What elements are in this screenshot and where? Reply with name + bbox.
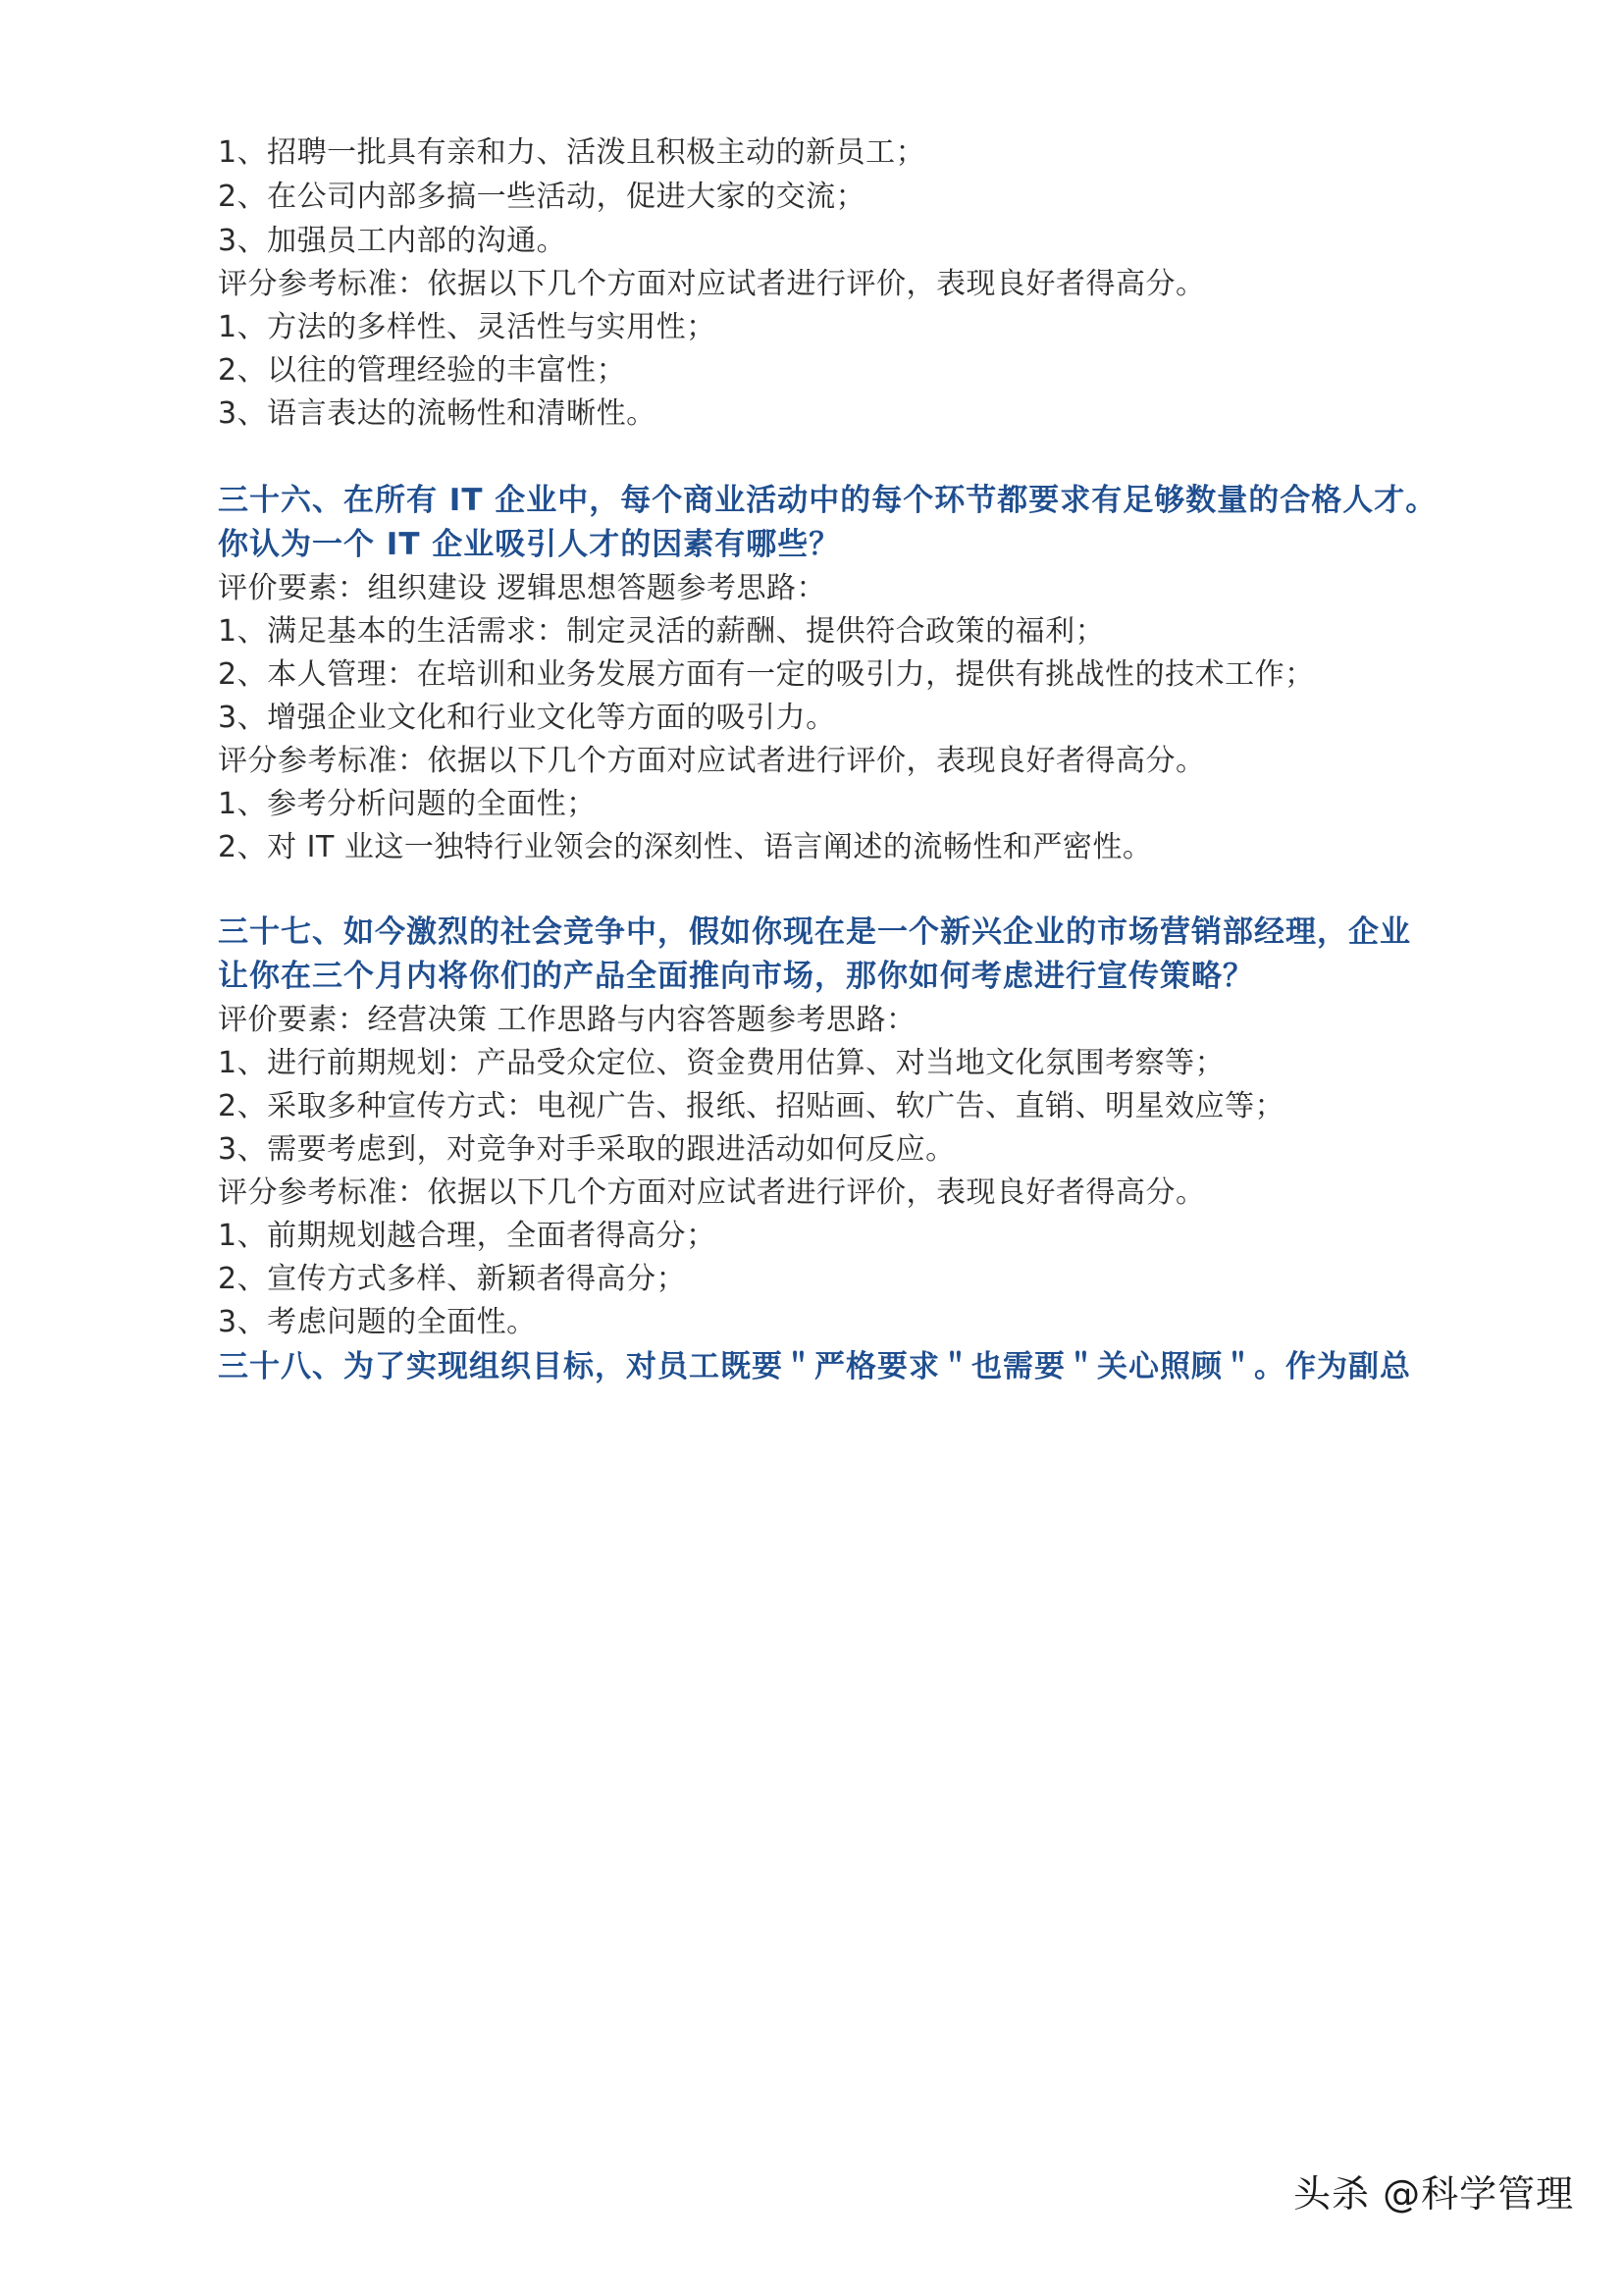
- question-37-criteria-item-2: 2、宣传方式多样、新颖者得高分；: [218, 1262, 687, 1296]
- question-36-answer-item-2: 2、本人管理：在培训和业务发展方面有一定的吸引力，提供有挑战性的技术工作；: [218, 657, 1315, 692]
- question-37-answer-item-1: 1、进行前期规划：产品受众定位、资金费用估算、对当地文化氛围考察等；: [218, 1046, 1226, 1080]
- question-36-heading-line-2: 你认为一个 IT 企业吸引人才的因素有哪些？: [218, 527, 841, 562]
- question-37-answer-item-2: 2、采取多种宣传方式：电视广告、报纸、招贴画、软广告、直销、明星效应等；: [218, 1089, 1285, 1123]
- answer-item-2: 2、在公司内部多搞一些活动，促进大家的交流；: [218, 180, 866, 214]
- question-37-elements: 评价要素：经营决策 工作思路与内容答题参考思路：: [218, 1003, 917, 1037]
- question-36-criteria-item-2: 2、对 IT 业这一独特行业领会的深刻性、语言阐述的流畅性和严密性。: [218, 830, 1153, 864]
- answer-item-3: 3、加强员工内部的沟通。: [218, 224, 567, 258]
- question-36-criteria-item-1: 1、参考分析问题的全面性；: [218, 787, 597, 821]
- answer-item-1: 1、招聘一批具有亲和力、活泼且积极主动的新员工；: [218, 135, 926, 170]
- question-37-heading-line-1: 三十七、如今激烈的社会竞争中，假如你现在是一个新兴企业的市场营销部经理，企业: [218, 914, 1411, 950]
- question-37-heading-line-2: 让你在三个月内将你们的产品全面推向市场，那你如何考虑进行宣传策略？: [218, 959, 1254, 994]
- question-36-answer-item-3: 3、增强企业文化和行业文化等方面的吸引力。: [218, 701, 836, 735]
- question-36-elements: 评价要素：组织建设 逻辑思想答题参考思路：: [218, 571, 827, 605]
- watermark: 头杀 @科学管理: [1293, 2172, 1575, 2216]
- question-38-heading-line-1: 三十八、为了实现组织目标，对员工既要＂严格要求＂也需要＂关心照顾＂。作为副总: [218, 1349, 1411, 1384]
- criteria-item-2: 2、以往的管理经验的丰富性；: [218, 353, 627, 388]
- criteria-title: 评分参考标准：依据以下几个方面对应试者进行评价，表现良好者得高分。: [218, 267, 1206, 301]
- question-37-criteria-item-3: 3、考虑问题的全面性。: [218, 1305, 537, 1339]
- criteria-item-3: 3、语言表达的流畅性和清晰性。: [218, 396, 656, 431]
- question-36-criteria-title: 评分参考标准：依据以下几个方面对应试者进行评价，表现良好者得高分。: [218, 744, 1206, 778]
- question-37-criteria-title: 评分参考标准：依据以下几个方面对应试者进行评价，表现良好者得高分。: [218, 1175, 1206, 1210]
- question-36-heading-line-1: 三十六、在所有 IT 企业中，每个商业活动中的每个环节都要求有足够数量的合格人才。: [218, 483, 1438, 518]
- question-37-criteria-item-1: 1、前期规划越合理，全面者得高分；: [218, 1219, 716, 1253]
- question-36-answer-item-1: 1、满足基本的生活需求：制定灵活的薪酬、提供符合政策的福利；: [218, 614, 1106, 649]
- question-37-answer-item-3: 3、需要考虑到，对竞争对手采取的跟进活动如何反应。: [218, 1132, 956, 1167]
- criteria-item-1: 1、方法的多样性、灵活性与实用性；: [218, 310, 716, 344]
